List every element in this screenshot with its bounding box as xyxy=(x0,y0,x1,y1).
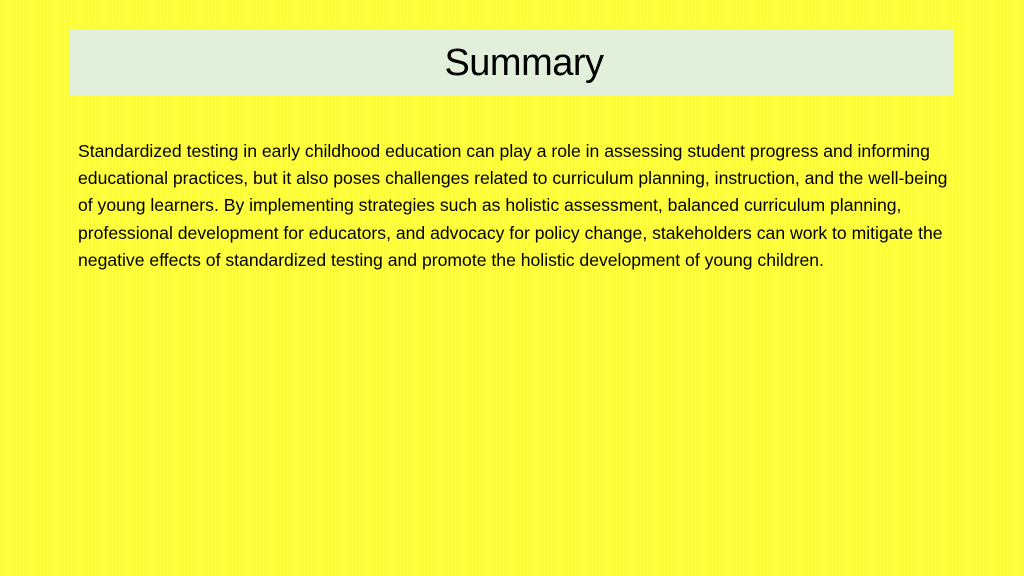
title-bar xyxy=(70,30,954,96)
slide-title: Summary xyxy=(444,42,604,84)
summary-paragraph: Standardized testing in early childhood education can play a role in assessing student progress and informing educational practices, but it also poses challenges related to curriculum planning, instruction, and the well-being of young learners. By implementing strategies such as holistic assessment, balanced curriculum planning, professional development for educators, and advocacy for policy change, stakeholders can work to mitigate the negative effects of standardized testing and promote the holistic development of young children. xyxy=(78,141,948,270)
